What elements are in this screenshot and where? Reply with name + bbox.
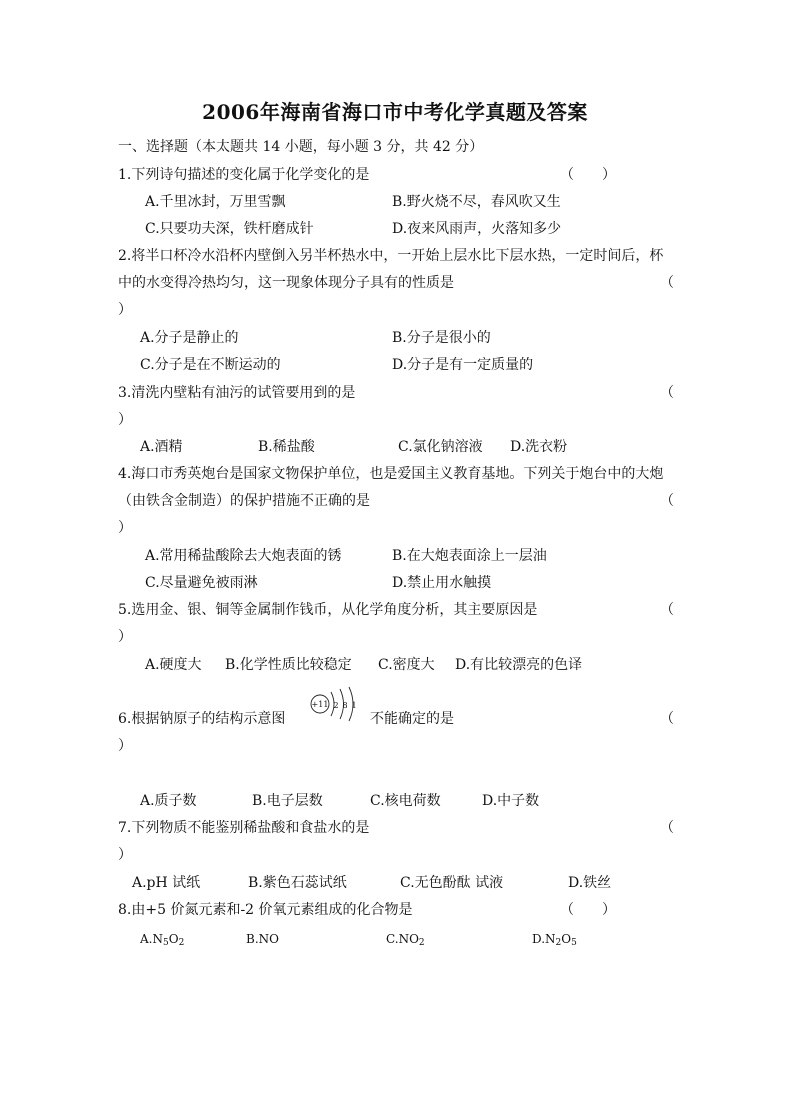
question-5-option-b: B.化学性质比较稳定 <box>225 657 352 673</box>
q8-a-sub1: 5 <box>162 938 169 948</box>
question-4-paren-close: ） <box>118 520 132 536</box>
question-6-option-c: C.核电荷数 <box>370 793 441 809</box>
question-8-stem: 8.由+5 价氮元素和-2 价氧元素组成的化合物是 <box>118 902 413 918</box>
question-4-option-b: B.在大炮表面涂上一层油 <box>392 548 547 564</box>
question-6-option-d: D.中子数 <box>482 793 540 809</box>
question-7-stem: 7.下列物质不能鉴别稀盐酸和食盐水的是 <box>118 820 370 836</box>
q8-c-text: C.NO <box>386 932 419 946</box>
shell-2-electrons: 8 <box>342 701 348 710</box>
question-1-stem: 1.下列诗句描述的变化属于化学变化的是 <box>118 167 370 183</box>
question-5-option-a: A.硬度大 <box>145 657 202 673</box>
q8-d-text: D.N <box>532 932 556 946</box>
question-7-option-c: C.无色酚酞 试液 <box>400 875 504 891</box>
question-4-stem-line2: （由铁含金制造）的保护措施不正确的是 <box>118 493 370 509</box>
q8-a-text2: O <box>168 932 179 946</box>
sodium-atom-diagram <box>310 686 368 722</box>
question-3-option-b: B.稀盐酸 <box>258 439 315 455</box>
nucleus-charge: +11 <box>311 700 329 709</box>
q8-a-sub2: 2 <box>178 938 185 948</box>
question-4-option-a: A.常用稀盐酸除去大炮表面的锈 <box>145 548 342 564</box>
question-2-option-c: C.分子是在不断运动的 <box>140 357 281 373</box>
question-4-option-d: D.禁止用水触摸 <box>392 575 492 591</box>
question-8-blank: （ ） <box>560 902 616 918</box>
question-3-stem: 3.清洗内壁粘有油污的试管要用到的是 <box>118 385 356 401</box>
q8-d-text2: O <box>561 932 572 946</box>
section-heading: 一、选择题（本太题共 14 小题，每小题 3 分，共 42 分） <box>118 139 484 155</box>
question-4-paren-open: （ <box>660 493 674 509</box>
question-1-option-a: A.千里冰封，万里雪飘 <box>145 194 286 210</box>
q8-c-sub1: 2 <box>418 938 425 948</box>
page-title: 2006年海南省海口市中考化学真题及答案 <box>202 100 588 124</box>
question-4-stem-line1: 4.海口市秀英炮台是国家文物保护单位，也是爱国主义教育基地。下列关于炮台中的大炮 <box>118 466 664 482</box>
question-5-option-d: D.有比较漂亮的色译 <box>455 657 583 673</box>
question-5-paren-close: ） <box>118 629 132 645</box>
question-2-option-a: A.分子是静止的 <box>140 330 239 346</box>
question-6-paren-close: ） <box>118 738 132 754</box>
question-6-stem-before: 6.根据钠原子的结构示意图 <box>118 711 286 727</box>
question-1-option-d: D.夜来风雨声，火落知多少 <box>392 221 562 237</box>
question-4-option-c: C.尽量避免被雨淋 <box>145 575 258 591</box>
question-7-paren-close: ） <box>118 847 132 863</box>
question-2-paren-open: （ <box>660 275 674 291</box>
question-1-option-b: B.野火烧不尽，春风吹又生 <box>392 194 561 210</box>
question-8-option-c <box>386 930 425 952</box>
question-6-paren-open: （ <box>660 711 674 727</box>
question-7-option-a: A.pH 试纸 <box>132 875 201 891</box>
question-2-option-b: B.分子是很小的 <box>392 330 491 346</box>
question-6-stem-after: 不能确定的是 <box>370 711 454 727</box>
question-6-option-b: B.电子层数 <box>252 793 323 809</box>
q8-d-sub2: 5 <box>571 938 577 948</box>
question-5-stem: 5.选用金、银、铜等金属制作钱币，从化学角度分析，其主要原因是 <box>118 602 538 618</box>
shell-1-electrons: 2 <box>333 701 339 710</box>
question-8-option-a <box>140 930 184 952</box>
question-3-option-a: A.酒精 <box>140 439 183 455</box>
q8-d-sub1: 2 <box>555 938 562 948</box>
question-1-blank: （ ） <box>560 167 616 183</box>
question-2-stem-line1: 2.将半口杯冷水沿杯内壁倒入另半杯热水中，一开始上层水比下层水热，一定时间后，杯 <box>118 248 664 264</box>
question-1-option-c: C.只要功夫深，铁杆磨成针 <box>145 221 314 237</box>
question-2-stem-line2: 中的水变得冷热均匀，这一现象体现分子具有的性质是 <box>118 275 454 291</box>
question-8-option-d <box>532 930 577 952</box>
question-8-option-b: B.NO <box>246 932 279 946</box>
question-7-option-b: B.紫色石蕊试纸 <box>248 875 347 891</box>
question-7-paren-open: （ <box>660 820 674 836</box>
question-3-paren-open: （ <box>660 385 674 401</box>
question-6-option-a: A.质子数 <box>140 793 197 809</box>
question-5-paren-open: （ <box>660 602 674 618</box>
question-3-option-c: C.氯化钠溶液 <box>398 439 483 455</box>
q8-a-text: A.N <box>140 932 163 946</box>
question-3-option-d: D.洗衣粉 <box>510 439 568 455</box>
question-2-option-d: D.分子是有一定质量的 <box>392 357 534 373</box>
shell-3-electrons: 1 <box>351 701 357 710</box>
question-3-paren-close: ） <box>118 412 132 428</box>
question-5-option-c: C.密度大 <box>378 657 435 673</box>
question-7-option-d: D.铁丝 <box>568 875 612 891</box>
question-2-paren-close: ） <box>118 302 132 318</box>
